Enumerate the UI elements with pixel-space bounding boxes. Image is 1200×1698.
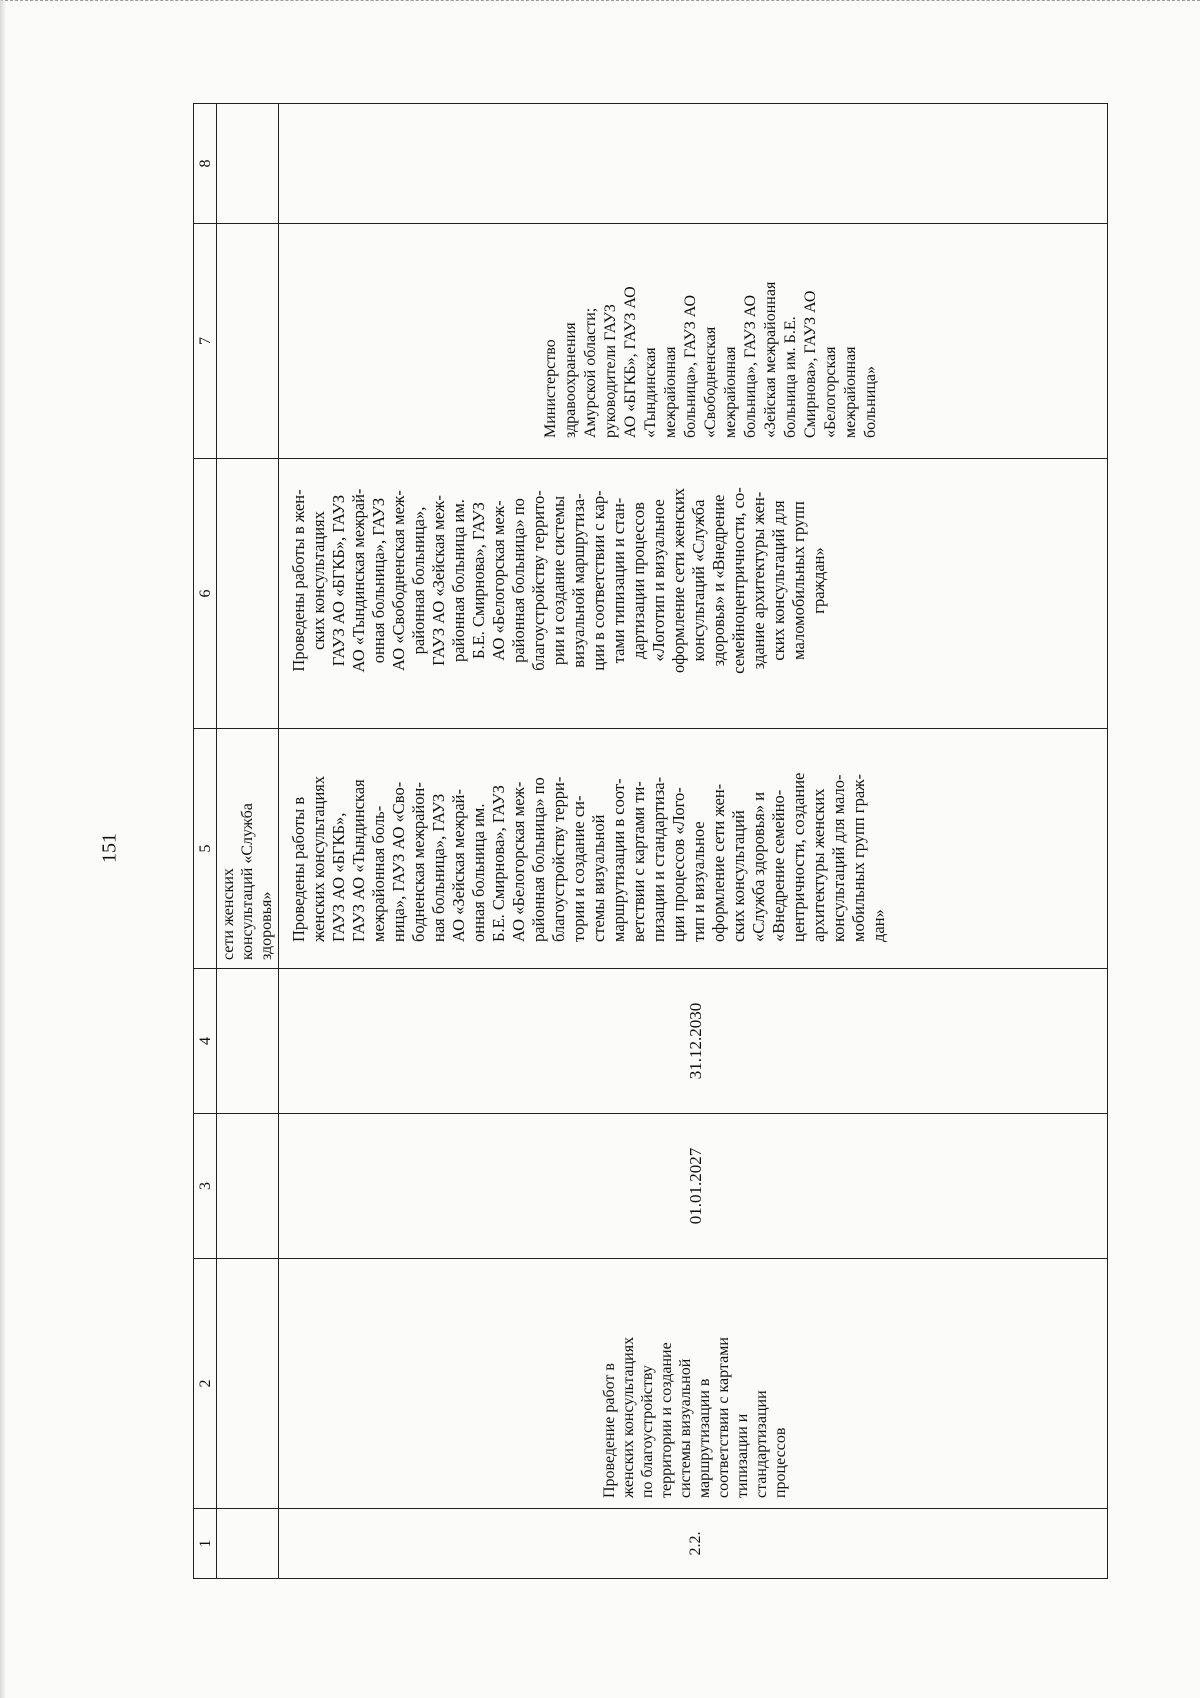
cont-cell-2 [217,1259,279,1509]
column-number-7: 7 [194,224,217,459]
column-number-2: 2 [194,1259,217,1509]
expected-result: Проведены работы в женских консультациях ГАУЗ АО «БГКБ», ГАУЗ АО «Тындинская межрайонная боль- ница», ГАУЗ АО «Сво- бодненская межрайон- ная больница», ГАУЗ АО «Зейская межрай- онная больница им. Б.Е. Смирнова», ГАУЗ АО «Белогорская меж- районная больница» по благоустройству терри- тории и создание си- стемы визуальной маршрутизации в соот- ветствии с картами ти- пизации и стандартиза- ции процессов «Лого- тип и визуальное оформление сети жен- ских консультаций «Служба здоровья» и «Внедрение семейно- центричности, создание архитектуры женских консультаций для мало- мобильных групп граж- дан» [279,729,1108,969]
cont-cell-3 [217,1114,279,1259]
table-row [279,104,1108,1579]
page-number: 151 [98,833,121,863]
continuation-row [217,104,279,1579]
table-orientation [193,104,1108,1579]
plan-table [193,103,1108,1579]
column-number-1: 1 [194,1509,217,1579]
column-number-4: 4 [194,969,217,1114]
cont-cell-7 [217,224,279,459]
actual-result: Проведены работы в жен- ских консультациях ГАУЗ АО «БГКБ», ГАУЗ АО «Тындинская межрай- онная больница», ГАУЗ АО «Свободненская меж- районная больница», ГАУЗ АО «Зейская меж- районная больница им. Б.Е. Смирнова», ГАУЗ АО «Белогорская меж- районная больница» по благоустройству террито- рии и создание системы визуальной маршрутиза- ции в соответствии с кар- тами типизации и стан- дартизации процессов «Логотип и визуальное оформление сети женских консультаций «Служба здоровья» и «Внедрение семейноцентричности, со- здание архитектуры жен- ских консультаций для маломобильных групп граждан» [279,459,1108,729]
end-date: 31.12.2030 [279,969,1108,1114]
start-date: 01.01.2027 [279,1114,1108,1259]
event-name: Проведение работ в женских консультациях по благоустройству территории и создание системы визуальной маршрутизации в соответствии с картами типизации и стандартизации процессов [279,1259,1108,1509]
scan-edge-top [0,0,1200,5]
column-8-cell [279,104,1108,224]
cont-cell-4 [217,969,279,1114]
column-number-6: 6 [194,459,217,729]
cont-cell-result: сети женских консультаций «Служба здоровья» [217,729,279,969]
column-number-row [194,104,217,1579]
rotated-table-container [193,104,1108,1579]
cont-cell-1 [217,1509,279,1579]
scan-edge-left [0,0,6,1698]
responsible-executors: Министерство здравоохранения Амурской области; руководители ГАУЗ АО «БГКБ», ГАУЗ АО «Тындинская межрайонная больница», ГАУЗ АО «Свободненская межрайонная больница», ГАУЗ АО «Зейская межрайонная больница им. Б.Е. Смирнова», ГАУЗ АО «Белогорская межрайонная больница» [279,224,1108,459]
column-number-3: 3 [194,1114,217,1259]
cont-cell-8 [217,104,279,224]
row-number: 2.2. [279,1509,1108,1579]
column-number-5: 5 [194,729,217,969]
column-number-8: 8 [194,104,217,224]
cont-cell-6 [217,459,279,729]
